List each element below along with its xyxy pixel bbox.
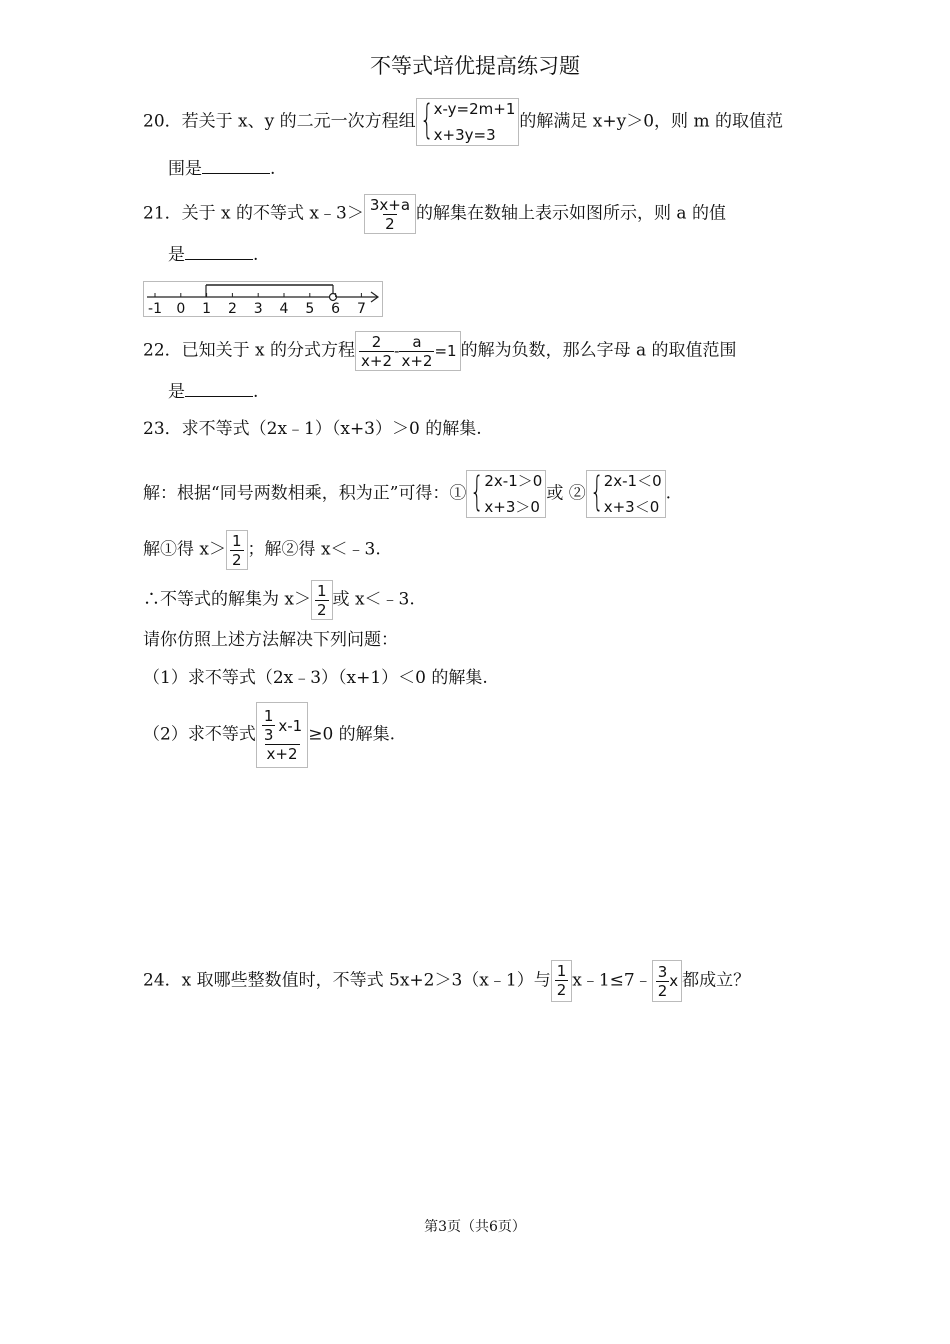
- q23-conclusion-text: ∴不等式的解集为 x＞: [143, 589, 311, 610]
- q23-period: .: [665, 483, 672, 504]
- q23-system-2: [586, 470, 666, 518]
- q24-text-post: 都成立？: [682, 970, 751, 991]
- p2-inner-numerator: 1: [263, 707, 274, 725]
- q23-step-line: [143, 530, 381, 570]
- q22-fraction-1: [359, 333, 394, 370]
- q23-step-text: 解①得 x＞: [143, 539, 226, 560]
- half-numerator: 1: [317, 582, 327, 600]
- axis-tick-label: 4: [279, 301, 289, 317]
- q23-s1-row1: 2x-1＞0: [484, 472, 543, 490]
- q24-text: 24．x 取哪些整数值时，不等式 5x+2＞3（x﹣1）与: [143, 970, 551, 991]
- half-numerator: 1: [232, 532, 242, 550]
- q22-minus: -: [394, 342, 400, 360]
- question-24: [143, 960, 750, 1002]
- q21-text-post: 的解集在数轴上表示如图所示，则 a 的值: [416, 203, 726, 224]
- brace-icon: {: [419, 97, 434, 143]
- question-21: [143, 194, 726, 234]
- q20-eq1: x-y=2m+1: [433, 100, 516, 118]
- q22-equals: =1: [434, 342, 457, 360]
- number-line-figure: [143, 281, 383, 317]
- p2-numerator: [260, 707, 304, 744]
- q20-period: .: [270, 159, 276, 179]
- q22-answer-line: [168, 379, 258, 405]
- q21-denominator: 2: [385, 215, 395, 233]
- brace-icon: {: [470, 469, 485, 515]
- q23-conclusion-fraction: [311, 580, 333, 620]
- q21-text: 21．关于 x 的不等式 x﹣3＞: [143, 203, 364, 224]
- q23-part-1: （1）求不等式（2x﹣3）（x+1）＜0 的解集.: [143, 668, 488, 688]
- q22-fraction-2: [399, 333, 434, 370]
- q22-equation: [355, 331, 461, 371]
- q22-f2-denominator: x+2: [401, 351, 433, 370]
- axis-tick-label: 0: [176, 301, 186, 317]
- question-20: [143, 98, 783, 146]
- page-footer: 第3页（共6页）: [424, 1219, 526, 1235]
- q20-equation-system: [416, 98, 520, 146]
- page-title: 不等式培优提高练习题: [370, 54, 580, 78]
- p2-numerator-expr: x-1: [278, 716, 303, 735]
- axis-tick-label: 7: [356, 301, 366, 317]
- q23-part-2: [143, 702, 395, 768]
- q23-solution-line: [143, 470, 671, 518]
- q20-text: 20．若关于 x、y 的二元一次方程组: [143, 111, 416, 132]
- q21-answer-label: 是: [168, 245, 185, 265]
- q22-f1-numerator: 2: [371, 332, 382, 351]
- q23-or: 或 ②: [546, 483, 586, 504]
- q24-f2-variable: x: [669, 972, 679, 990]
- q21-numerator: 3x+a: [369, 196, 411, 214]
- q22-text: 22．已知关于 x 的分式方程: [143, 340, 356, 361]
- q24-text-mid: x﹣1≤7﹣: [572, 970, 652, 991]
- question-23: 23．求不等式（2x﹣1）（x+3）＞0 的解集.: [143, 419, 482, 439]
- q20-text-post: 的解满足 x+y＞0，则 m 的取值范: [519, 111, 783, 132]
- p2-inner-denominator: 3: [263, 726, 274, 744]
- q20-eq2: x+3y=3: [433, 126, 496, 144]
- q24-fraction-2: [656, 963, 670, 1000]
- q20-answer-label: 围是: [168, 159, 202, 179]
- q23-part-2-text-post: ≥0 的解集.: [308, 724, 396, 745]
- q23-s2-row2: x+3＜0: [603, 498, 660, 516]
- q23-s1-row2: x+3＞0: [484, 498, 540, 516]
- p2-inner-fraction: [262, 707, 276, 744]
- q23-system-1: [466, 470, 546, 518]
- number-line: [143, 281, 383, 317]
- q23-step-text-post: ；解②得 x＜﹣3.: [247, 539, 381, 560]
- q21-answer-blank[interactable]: [185, 243, 253, 260]
- axis-tick-label: 5: [305, 301, 315, 317]
- axis-tick-label: 6: [331, 301, 341, 317]
- q24-fraction-2-box: [652, 960, 682, 1002]
- half-denominator: 2: [317, 601, 327, 619]
- q23-conclusion-line: [143, 580, 415, 620]
- q20-answer-line: [168, 156, 275, 182]
- half-denominator: 2: [232, 551, 242, 569]
- q23-instruction: 请你仿照上述方法解决下列问题：: [143, 630, 398, 650]
- question-22: [143, 331, 737, 371]
- q24-f2-denominator: 2: [657, 981, 668, 1000]
- q21-answer-line: [168, 242, 258, 268]
- q21-period: .: [253, 245, 259, 265]
- q22-period: .: [253, 382, 259, 402]
- q20-answer-blank[interactable]: [202, 157, 270, 174]
- q22-f1-denominator: x+2: [361, 351, 393, 370]
- axis-tick-label: 1: [202, 301, 212, 317]
- q21-fraction: [364, 194, 416, 234]
- q23-part-2-fraction: [256, 702, 308, 768]
- q22-f2-numerator: a: [412, 332, 422, 351]
- q22-text-post: 的解为负数，那么字母 a 的取值范围: [460, 340, 737, 361]
- axis-tick-label: -1: [148, 301, 162, 317]
- q24-f1-numerator: 1: [556, 962, 567, 980]
- q24-f2-numerator: 3: [657, 962, 668, 981]
- q23-half-fraction: [226, 530, 248, 570]
- axis-tick-label: 3: [253, 301, 263, 317]
- q23-solution-text: 解：根据“同号两数相乘，积为正”可得：①: [143, 483, 467, 504]
- q23-part-2-text: （2）求不等式: [143, 724, 256, 745]
- q22-answer-blank[interactable]: [185, 380, 253, 397]
- q24-f1-denominator: 2: [556, 981, 567, 999]
- brace-icon: {: [589, 469, 604, 515]
- q23-s2-row1: 2x-1＜0: [603, 472, 662, 490]
- q23-conclusion-text-post: 或 x＜﹣3.: [332, 589, 415, 610]
- q22-answer-label: 是: [168, 382, 185, 402]
- q24-fraction-1: [551, 960, 573, 1002]
- p2-denominator: x+2: [266, 745, 298, 763]
- axis-tick-label: 2: [227, 301, 237, 317]
